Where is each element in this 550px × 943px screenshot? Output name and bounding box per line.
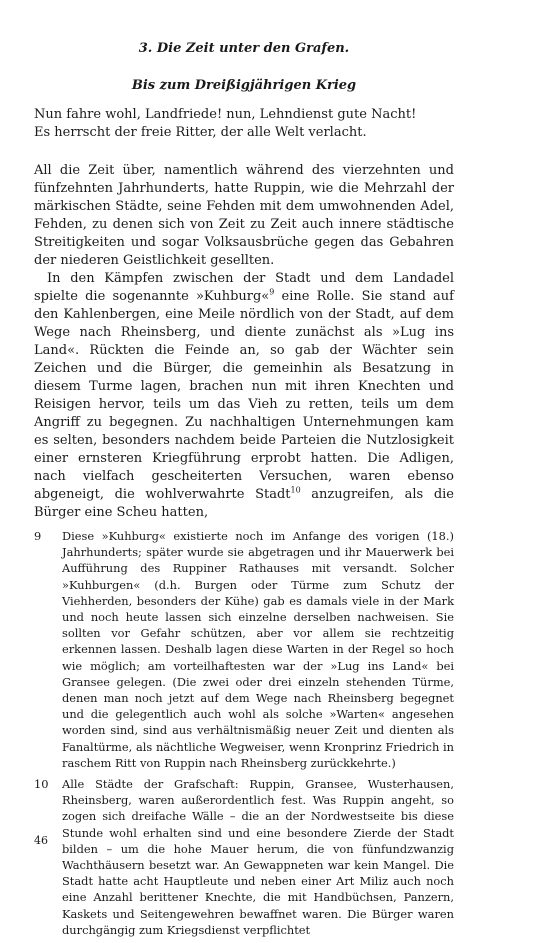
verse-line: Es herrscht der freie Ritter, der alle Welt verlacht.	[34, 125, 367, 140]
body-text	[34, 162, 454, 522]
footnote-text: Diese »Kuhburg« existierte noch im Anfange des vorigen (18.) Jahrhunderts; später wurde sie abgetragen und ihr Mauerwerk bei Aufführung des Ruppiner Rathauses mit versandt. Solcher »Kuhburgen« (d.h. Burgen oder Türme zum Schutz der Viehherden, besonders der Kühe) gab es damals viele in der Mark und noch heute lassen sich einzelne derselben nachweisen. Sie sollten vor Gefahr schützen, aber vor allem sie rechtzeitig erkennen lassen. Deshalb lagen diese Warten in der Regel so hoch wie möglich; am vorteilhaftesten war der »Lug ins Land« bei Gransee gelegen. (Die zwei oder drei einzeln stehenden Türme, denen man noch jetzt auf dem Wege nach Rheinsberg begegnet und die gelegentlich auch wohl als solche »Warten« angesehen worden sind, sind aus verhältnismäßig neuer Zeit und dienten als Fanaltürme, als nächtliche Wegweiser, wenn Kronprinz Friedrich in raschem Ritt von Ruppin nach Rheinsberg zurückkehrte.)	[62, 529, 454, 770]
paragraph: All die Zeit über, namentlich während des vierzehnten und fünfzehnten Jahrhunderts, hatte Ruppin, wie die Mehrzahl der märkischen Städte, seine Fehden mit dem umwohnenden Adel, Fehden, zu denen sich von Zeit zu Zeit auch innere städtische Streitigkeiten und sogar Volksausbrüche gegen das Gebahren der niederen Geistlichkeit gesellten.	[34, 163, 454, 268]
footnote-text: Alle Städte der Grafschaft: Ruppin, Gransee, Wusterhausen, Rheinsberg, waren außerordentlich fest. Was Ruppin angeht, so zogen sich dreifache Wälle – die an der Nordwestseite bis diese Stunde wohl erhalten sind und eine besondere Zierde der Stadt bilden – um die hohe Mauer herum, die von fünfundzwanzig Wachthäusern besetzt war. An Gewappneten war kein Mangel. Die Stadt hatte acht Hauptleute und neben einer Art Miliz auch noch eine Anzahl berittener Knechte, die mit Handbüchsen, Panzern, Kaskets und Seitengewehren bewaffnet waren. Die Bürger waren durchgängig zum Kriegsdienst verpflichtet	[62, 777, 454, 937]
book-page	[34, 40, 454, 943]
footnote	[34, 528, 454, 771]
section-title: Bis zum Dreißigjährigen Krieg	[131, 78, 357, 93]
paragraph-text: anzugreifen, als die Bürger eine Scheu hatten,	[34, 487, 454, 520]
epigraph-verse	[34, 106, 454, 142]
footnote-number: 10	[34, 777, 49, 792]
footnote-reference: 10	[290, 485, 301, 495]
footnote-reference: 9	[269, 287, 275, 297]
paragraph-text: In den Kämpfen zwischen der Stadt und dem Landadel spielte die sogenannte »Kuhburg«	[34, 271, 454, 304]
footnotes	[34, 528, 454, 938]
paragraph	[34, 270, 454, 522]
paragraph-text: eine Rolle. Sie stand auf den Kahlenbergen, eine Meile nördlich von der Stadt, auf dem Wege nach Rheinsberg, und diente zunächst als »Lug ins Land«. Rückten die Feinde an, so gab der Wächter sein Zeichen und die Bürger, die gemeinhin als Besatzung in diesem Turme lagen, brachen nun mit ihren Knechten und Reisigen hervor, teils um das Vieh zu retten, teils um dem Angriff zu begegnen. Zu nachhaltigen Unternehmungen kam es selten, besonders nachdem beide Parteien die Nutzlosigkeit einer ernsteren Kriegführung erprobt hatten. Die Adligen, nach vielfach gescheiterten Versuchen, waren ebenso abgeneigt, die wohlverwahrte Stadt	[34, 289, 454, 502]
footnote	[34, 776, 454, 938]
footnote-number: 9	[34, 529, 42, 543]
page-number: 46	[34, 834, 48, 847]
chapter-title: 3. Die Zeit unter den Grafen.	[138, 41, 350, 56]
verse-line: Nun fahre wohl, Landfriede! nun, Lehndienst gute Nacht!	[34, 107, 417, 122]
